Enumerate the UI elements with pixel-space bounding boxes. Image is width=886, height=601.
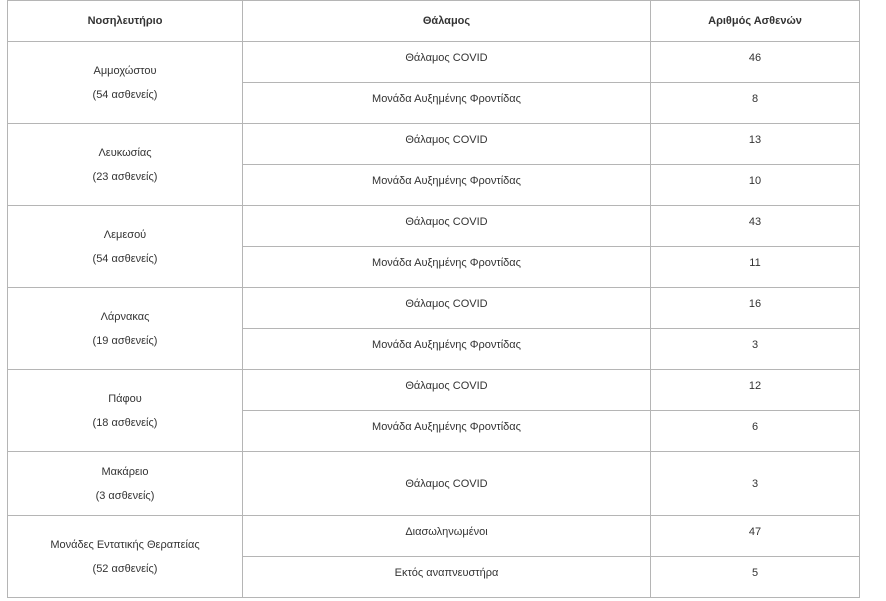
- column-header-ward: Θάλαμος: [243, 1, 651, 42]
- ward-cell: [243, 206, 651, 247]
- hospital-total: (54 ασθενείς): [92, 88, 158, 101]
- count-cell: [651, 516, 860, 557]
- count-cell: [651, 206, 860, 247]
- hospital-name: Πάφου: [108, 392, 142, 405]
- hospital-cell: [8, 288, 243, 370]
- table-row: [8, 206, 860, 247]
- count-cell: [651, 165, 860, 206]
- patient-count: 8: [751, 93, 759, 105]
- patient-count: 3: [751, 477, 759, 490]
- hospital-cell: [8, 516, 243, 598]
- ward-name: Θάλαμος COVID: [405, 298, 488, 310]
- ward-cell: [243, 329, 651, 370]
- patient-count: 3: [751, 339, 759, 351]
- table-row: [8, 452, 860, 516]
- ward-name: Μονάδα Αυξημένης Φροντίδας: [372, 339, 521, 351]
- patient-count: 13: [748, 134, 762, 146]
- ward-cell: [243, 370, 651, 411]
- table-row: [8, 370, 860, 411]
- table-row: [8, 124, 860, 165]
- ward-cell: [243, 411, 651, 452]
- patient-count: 43: [748, 216, 762, 228]
- table-row: [8, 42, 860, 83]
- ward-cell: [243, 124, 651, 165]
- patient-count: 16: [748, 298, 762, 310]
- count-cell: [651, 124, 860, 165]
- ward-name: Θάλαμος COVID: [405, 134, 488, 146]
- ward-name: Διασωληνωμένοι: [405, 526, 488, 538]
- hospital-cell: [8, 452, 243, 516]
- patient-count: 46: [748, 52, 762, 64]
- hospital-name: Μονάδες Εντατικής Θεραπείας: [50, 538, 200, 551]
- count-cell: [651, 247, 860, 288]
- count-cell: [651, 557, 860, 598]
- column-header-hospital: Νοσηλευτήριο: [8, 1, 243, 42]
- count-cell: [651, 42, 860, 83]
- ward-cell: [243, 452, 651, 516]
- hospital-patients-table: [7, 0, 860, 598]
- ward-cell: [243, 83, 651, 124]
- count-cell: [651, 329, 860, 370]
- ward-cell: [243, 288, 651, 329]
- count-cell: [651, 83, 860, 124]
- ward-name: Μονάδα Αυξημένης Φροντίδας: [372, 93, 521, 105]
- table-row: [8, 288, 860, 329]
- patient-count: 12: [748, 380, 762, 392]
- ward-name: Θάλαμος COVID: [405, 52, 488, 64]
- ward-name: Θάλαμος COVID: [405, 477, 488, 490]
- patient-count: 5: [751, 567, 759, 579]
- ward-name: Μονάδα Αυξημένης Φροντίδας: [372, 421, 521, 433]
- count-cell: [651, 370, 860, 411]
- patient-count: 11: [749, 257, 761, 269]
- hospital-cell: [8, 42, 243, 124]
- hospital-total: (18 ασθενείς): [92, 416, 158, 429]
- ward-cell: [243, 516, 651, 557]
- hospital-name: Λάρνακας: [100, 310, 150, 323]
- hospital-total: (54 ασθενείς): [92, 252, 158, 265]
- table-row: [8, 516, 860, 557]
- hospital-name: Αμμοχώστου: [93, 64, 157, 77]
- count-cell: [651, 288, 860, 329]
- ward-name: Θάλαμος COVID: [405, 380, 488, 392]
- ward-cell: [243, 165, 651, 206]
- table-header-row: [8, 1, 860, 42]
- ward-cell: [243, 247, 651, 288]
- hospital-total: (19 ασθενείς): [92, 334, 158, 347]
- hospital-name: Λευκωσίας: [98, 146, 152, 159]
- patient-count: 10: [748, 175, 762, 187]
- count-cell: [651, 411, 860, 452]
- count-cell: [651, 452, 860, 516]
- ward-name: Μονάδα Αυξημένης Φροντίδας: [372, 175, 521, 187]
- ward-cell: [243, 557, 651, 598]
- hospital-name: Λεμεσού: [103, 228, 147, 241]
- column-header-patients: Αριθμός Ασθενών: [651, 1, 860, 42]
- patient-count: 6: [751, 421, 759, 433]
- hospital-total: (52 ασθενείς): [92, 562, 158, 575]
- hospital-cell: [8, 370, 243, 452]
- ward-name: Θάλαμος COVID: [405, 216, 488, 228]
- patient-count: 47: [748, 526, 762, 538]
- ward-name: Μονάδα Αυξημένης Φροντίδας: [372, 257, 521, 269]
- ward-cell: [243, 42, 651, 83]
- hospital-cell: [8, 124, 243, 206]
- hospital-name: Μακάρειο: [101, 465, 149, 478]
- hospital-total: (3 ασθενείς): [95, 489, 155, 502]
- ward-name: Εκτός αναπνευστήρα: [394, 567, 499, 579]
- hospital-total: (23 ασθενείς): [92, 170, 158, 183]
- hospital-cell: [8, 206, 243, 288]
